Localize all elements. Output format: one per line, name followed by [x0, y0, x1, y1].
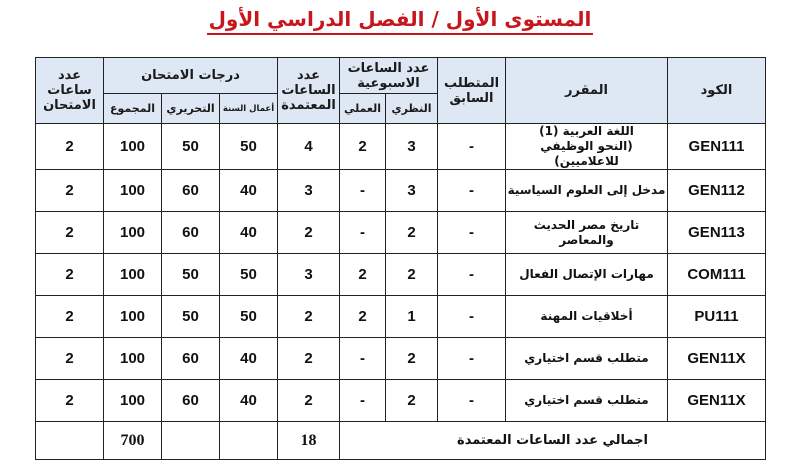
- course-name: [506, 338, 668, 380]
- table-row: [36, 254, 766, 296]
- practical-hours-cell: 2: [340, 254, 386, 296]
- course-title: اللغة العربية (1): [539, 124, 634, 138]
- course-code: GEN113: [668, 212, 766, 254]
- header-practical: العملي: [340, 94, 386, 124]
- coursework-cell: 40: [220, 212, 278, 254]
- exam-hours-cell: 2: [36, 124, 104, 170]
- written-cell: 50: [162, 254, 220, 296]
- course-title: متطلب قسم اختياري: [524, 351, 649, 365]
- empty-cell: [36, 422, 104, 460]
- total-cell: 100: [104, 338, 162, 380]
- course-name: [506, 124, 668, 170]
- course-code: GEN112: [668, 170, 766, 212]
- header-exam-grades: درجات الامتحان: [104, 58, 278, 94]
- credit-hours-cell: 4: [278, 124, 340, 170]
- written-cell: 60: [162, 212, 220, 254]
- credit-hours-cell: 3: [278, 254, 340, 296]
- table-row: [36, 338, 766, 380]
- course-code: GEN111: [668, 124, 766, 170]
- prerequisite-cell: -: [438, 380, 506, 422]
- course-code: GEN11X: [668, 338, 766, 380]
- course-title: تاريخ مصر الحديث: [533, 217, 640, 232]
- credit-hours-cell: 2: [278, 338, 340, 380]
- course-note: (النحو الوظيفي للاعلاميين): [540, 139, 633, 168]
- practical-hours-cell: 2: [340, 124, 386, 170]
- empty-cell: [162, 422, 220, 460]
- coursework-cell: 50: [220, 296, 278, 338]
- header-theoretical: النظري: [386, 94, 438, 124]
- total-grades: 700: [104, 422, 162, 460]
- study-plan-table: [35, 57, 766, 460]
- total-cell: 100: [104, 254, 162, 296]
- practical-hours-cell: 2: [340, 296, 386, 338]
- header-prerequisite: المتطلب السابق: [438, 58, 506, 124]
- header-coursework: أعمال السنة: [220, 94, 278, 124]
- header-total: المجموع: [104, 94, 162, 124]
- prerequisite-cell: -: [438, 296, 506, 338]
- course-title: متطلب قسم اختياري: [524, 393, 649, 407]
- theory-hours-cell: 3: [386, 170, 438, 212]
- course-title: مدخل إلى العلوم السياسية: [507, 183, 666, 197]
- course-name: [506, 212, 668, 254]
- written-cell: 60: [162, 380, 220, 422]
- practical-hours-cell: -: [340, 170, 386, 212]
- exam-hours-cell: 2: [36, 170, 104, 212]
- prerequisite-cell: -: [438, 254, 506, 296]
- theory-hours-cell: 2: [386, 254, 438, 296]
- theory-hours-cell: 2: [386, 338, 438, 380]
- exam-hours-cell: 2: [36, 338, 104, 380]
- credit-hours-cell: 2: [278, 380, 340, 422]
- written-cell: 50: [162, 296, 220, 338]
- total-credit-hours-label: اجمالي عدد الساعات المعتمدة: [340, 422, 766, 460]
- coursework-cell: 50: [220, 254, 278, 296]
- course-code: PU111: [668, 296, 766, 338]
- total-cell: 100: [104, 380, 162, 422]
- prerequisite-cell: -: [438, 212, 506, 254]
- course-name: [506, 380, 668, 422]
- prerequisite-cell: -: [438, 170, 506, 212]
- table-row: [36, 212, 766, 254]
- table-row: [36, 170, 766, 212]
- written-cell: 60: [162, 170, 220, 212]
- header-exam-hours: عدد ساعات الامتحان: [36, 58, 104, 124]
- title-text: المستوى الأول / الفصل الدراسي الأول: [207, 6, 594, 35]
- total-cell: 100: [104, 296, 162, 338]
- prerequisite-cell: -: [438, 124, 506, 170]
- course-title: مهارات الإتصال الفعال: [519, 267, 654, 281]
- written-cell: 60: [162, 338, 220, 380]
- exam-hours-cell: 2: [36, 254, 104, 296]
- coursework-cell: 40: [220, 380, 278, 422]
- credit-hours-cell: 2: [278, 212, 340, 254]
- credit-hours-cell: 3: [278, 170, 340, 212]
- page-title: [0, 6, 800, 35]
- course-name: [506, 254, 668, 296]
- header-credit-hours: عدد الساعات المعتمدة: [278, 58, 340, 124]
- exam-hours-cell: 2: [36, 212, 104, 254]
- prerequisite-cell: -: [438, 338, 506, 380]
- exam-hours-cell: 2: [36, 296, 104, 338]
- coursework-cell: 40: [220, 338, 278, 380]
- practical-hours-cell: -: [340, 212, 386, 254]
- course-name: [506, 296, 668, 338]
- total-cell: 100: [104, 170, 162, 212]
- course-code: GEN11X: [668, 380, 766, 422]
- table-row: [36, 380, 766, 422]
- coursework-cell: 40: [220, 170, 278, 212]
- total-cell: 100: [104, 212, 162, 254]
- totals-row: [36, 422, 766, 460]
- total-credit-hours: 18: [278, 422, 340, 460]
- theory-hours-cell: 2: [386, 212, 438, 254]
- header-code: الكود: [668, 58, 766, 124]
- header-weekly-hours: عدد الساعات الاسبوعية: [340, 58, 438, 94]
- course-note: والمعاصر: [559, 232, 614, 247]
- theory-hours-cell: 2: [386, 380, 438, 422]
- course-title: أخلاقيات المهنة: [540, 309, 633, 323]
- table-row: [36, 296, 766, 338]
- practical-hours-cell: -: [340, 380, 386, 422]
- table-row: [36, 124, 766, 170]
- header-written: التحريري: [162, 94, 220, 124]
- credit-hours-cell: 2: [278, 296, 340, 338]
- course-name: [506, 170, 668, 212]
- coursework-cell: 50: [220, 124, 278, 170]
- practical-hours-cell: -: [340, 338, 386, 380]
- written-cell: 50: [162, 124, 220, 170]
- exam-hours-cell: 2: [36, 380, 104, 422]
- theory-hours-cell: 1: [386, 296, 438, 338]
- header-course: المقرر: [506, 58, 668, 124]
- empty-cell: [220, 422, 278, 460]
- theory-hours-cell: 3: [386, 124, 438, 170]
- total-cell: 100: [104, 124, 162, 170]
- course-code: COM111: [668, 254, 766, 296]
